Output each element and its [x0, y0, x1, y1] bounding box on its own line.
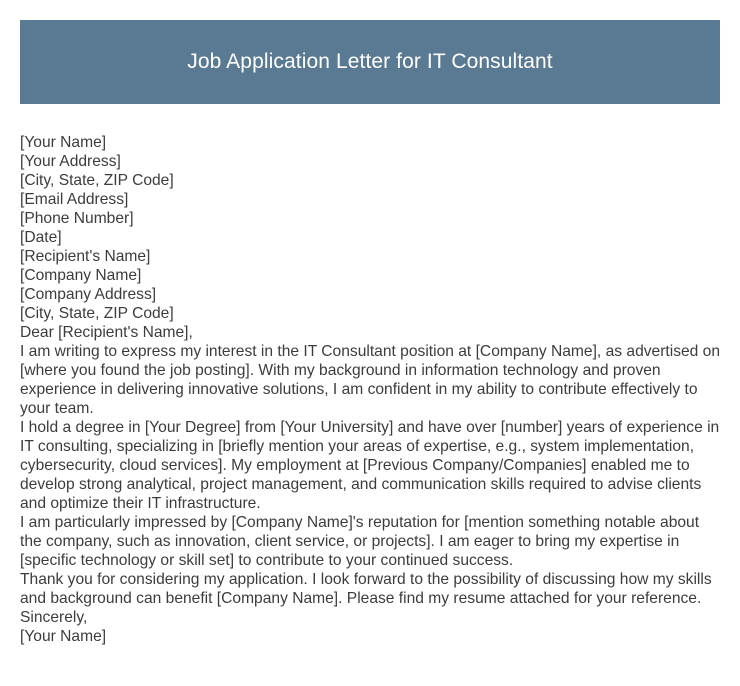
recipient-name: [Recipient's Name] [20, 248, 151, 265]
sender-name: [Your Name] [20, 134, 107, 151]
sender-phone: [Phone Number] [20, 210, 134, 227]
closing: Sincerely, [20, 609, 88, 626]
salutation: Dear [Recipient's Name], [20, 324, 193, 341]
paragraph-qualifications: I hold a degree in [Your Degree] from [Your University] and have over [number] years of experience in IT consulting, specializing in [briefly mention your areas of expertise, e.g., system implementation, cybersecurity, cloud services]. My employment at [Previous Company/Companies] enabled me to develop strong analytical, project management, and communication skills required to advise clients and optimize their IT infrastructure. [20, 419, 720, 512]
letter-date: [Date] [20, 229, 62, 246]
sender-address: [Your Address] [20, 153, 121, 170]
page-title: Job Application Letter for IT Consultant [187, 50, 553, 73]
paragraph-intro: I am writing to express my interest in the IT Consultant position at [Company Name], as advertised on [where you found the job posting]. With my background in information technology and proven experience in delivering innovative solutions, I am confident in my ability to contribute effectively to your team. [20, 343, 721, 417]
sender-city: [City, State, ZIP Code] [20, 172, 174, 189]
paragraph-closing: Thank you for considering my application. I look forward to the possibility of discussing how my skills and background can benefit [Company Name]. Please find my resume attached for your reference. [20, 571, 712, 607]
signature: [Your Name] [20, 628, 107, 645]
letter-body [20, 133, 724, 646]
paragraph-company-interest: I am particularly impressed by [Company Name]'s reputation for [mention something notable about the company, such as innovation, client service, or projects]. I am eager to bring my expertise in [specific technology or skill set] to contribute to your continued success. [20, 514, 700, 569]
company-name: [Company Name] [20, 267, 142, 284]
sender-email: [Email Address] [20, 191, 129, 208]
company-city: [City, State, ZIP Code] [20, 305, 174, 322]
header-banner [20, 20, 720, 104]
company-address: [Company Address] [20, 286, 157, 303]
